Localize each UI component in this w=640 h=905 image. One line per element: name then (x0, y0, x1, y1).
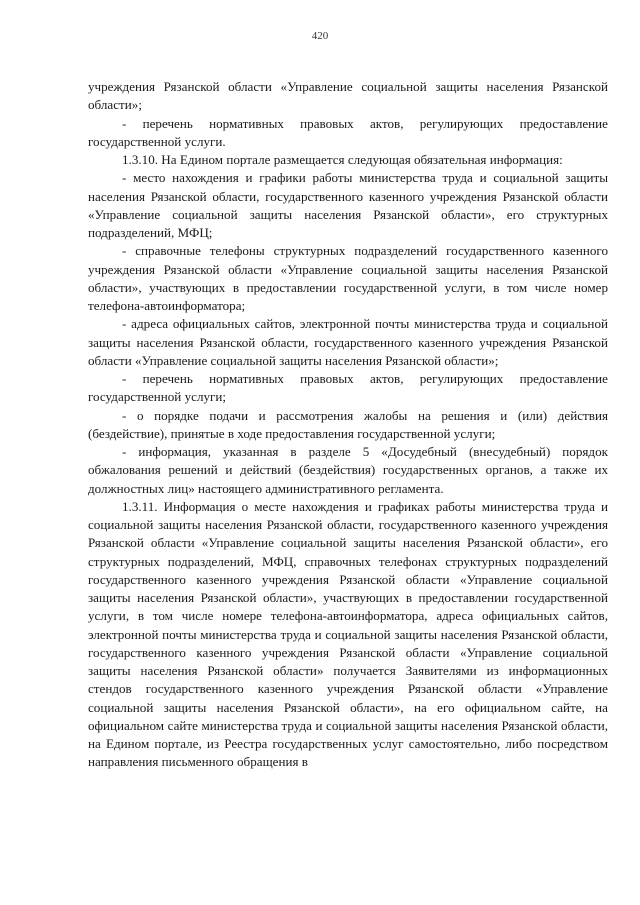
paragraph-4: - место нахождения и графики работы министерства труда и социальной защиты населения Рязанской области, государственного казенного учреждения Рязанской области «Управление социальной защиты населения Рязанской области», его структурных подразделений, МФЦ; (88, 170, 608, 240)
document-body (88, 78, 608, 772)
paragraph-5: - справочные телефоны структурных подразделений государственного казенного учреждения Рязанской области «Управление социальной защиты населения Рязанской области», участвующих в предоставлении государственной услуги, в том числе номер телефона-автоинформатора; (88, 243, 608, 313)
paragraph-1: учреждения Рязанской области «Управление социальной защиты населения Рязанской области»; (88, 79, 608, 113)
paragraph-3: 1.3.10. На Едином портале размещается следующая обязательная информация: (122, 152, 563, 167)
paragraph-10: 1.3.11. Информация о месте нахождения и графиках работы министерства труда и социальной защиты населения Рязанской области, государственного казенного учреждения Рязанской области «Управление социальной защиты населения Рязанской области», его структурных подразделений, МФЦ, справочных телефонах структурных подразделений государственного казенного учреждения Рязанской области «Управление социальной защиты населения Рязанской области», участвующих в предоставлении государственной услуги, в том числе номере телефона-автоинформатора, адреса официальных сайтов, электронной почты министерства труда и социальной защиты населения Рязанской области, государственного казенного учреждения Рязанской области «Управление социальной защиты населения Рязанской области» получается Заявителями из информационных стендов государственного казенного учреждения Рязанской области «Управление социальной защиты населения Рязанской области», на его официальном сайте, на официальном сайте министерства труда и социальной защиты населения Рязанской области, на Едином портале, из Реестра государственных услуг самостоятельно, либо посредством направления письменного обращения в (88, 498, 608, 770)
paragraph-7: - перечень нормативных правовых актов, регулирующих предоставление государственной услуги; (88, 371, 608, 405)
paragraph-8: - о порядке подачи и рассмотрения жалобы на решения и (или) действия (бездействие), принятые в ходе предоставления государственной услуги; (88, 407, 608, 441)
paragraph-9: - информация, указанная в разделе 5 «Досудебный (внесудебный) порядок обжалования решений и действий (бездействия) государственных органов, а также их должностных лиц» настоящего административного регламента. (88, 444, 608, 496)
paragraph-6: - адреса официальных сайтов, электронной почты министерства труда и социальной защиты населения Рязанской области, государственного казенного учреждения Рязанской области «Управление социальной защиты населения Рязанской области»; (88, 316, 608, 368)
page-number: 420 (311, 30, 329, 42)
paragraph-2: - перечень нормативных правовых актов, регулирующих предоставление государственной услуги. (88, 115, 608, 149)
